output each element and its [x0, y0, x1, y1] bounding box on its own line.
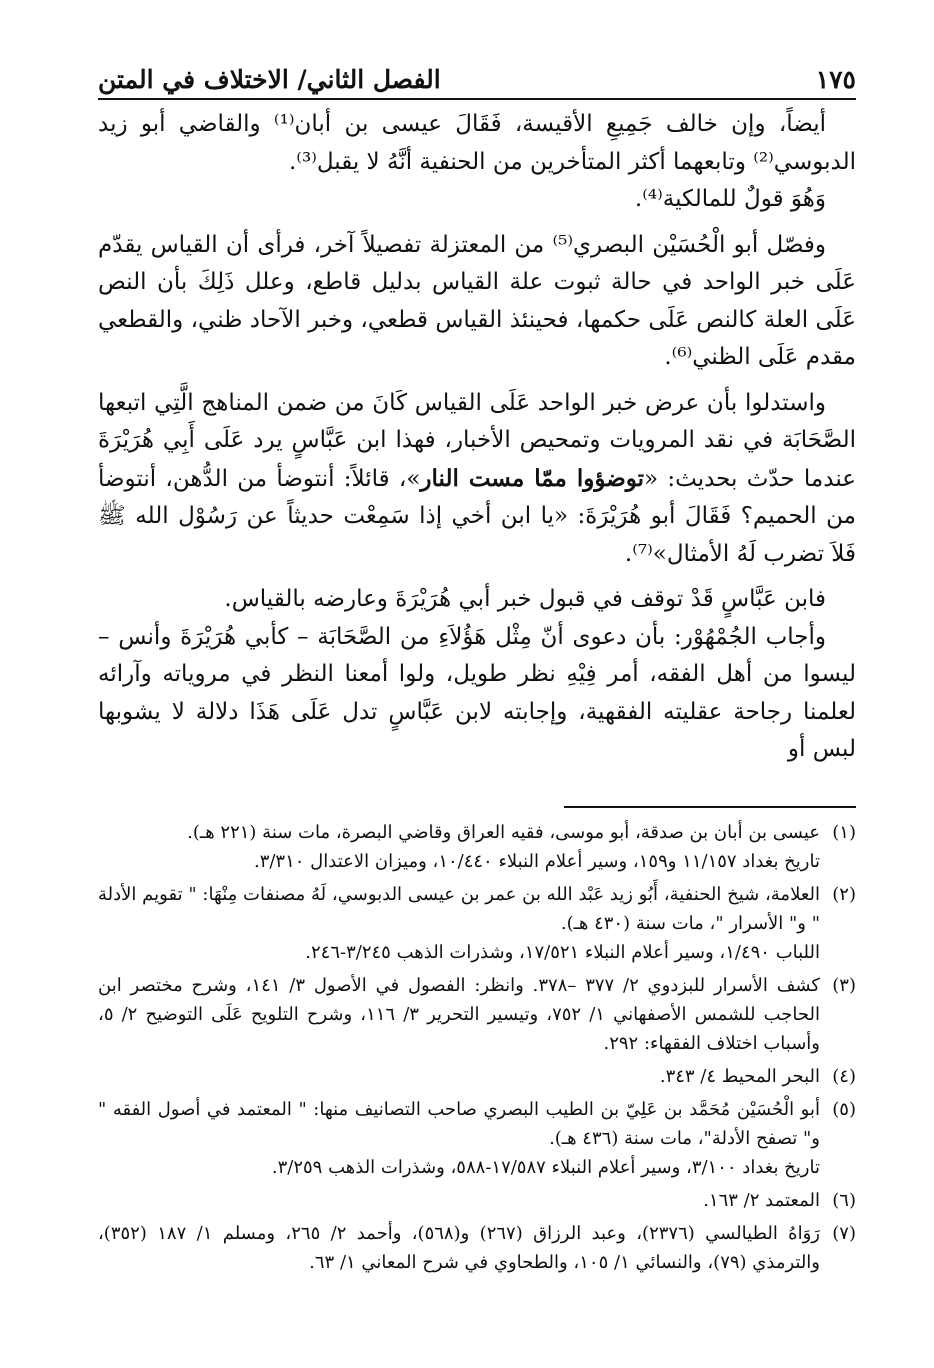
footnote-number: (١): [832, 822, 856, 843]
paragraph: وفصّل أبو الْحُسَيْن البصري⁽⁵⁾ من المعتزلة تفصيلاً آخر، فرأى أن القياس يقدّم عَلَى خبر الواحد في حالة ثبوت علة القياس بدليل قاطع، وعلل ذَلِكَ بأن النص عَلَى العلة كالنص عَلَى حكمها، فحينئذ القياس قطعي، وخبر الآحاد ظني، والقطعي مقدم عَلَى الظني⁽⁶⁾.: [98, 231, 856, 370]
running-header: [98, 58, 856, 100]
footnote-text: عيسى بن أبان بن صدقة، أبو موسى، فقيه العراق وقاضي البصرة، مات سنة (٢٢١ هـ).: [187, 822, 820, 843]
footnote: [98, 880, 856, 967]
paragraph: [98, 385, 856, 574]
footnote-text: العلامة، شيخ الحنفية، أَبُو زيد عَبْد الله بن عمر بن عيسى الدبوسي، لَهُ مصنفات مِنْهَا: " تقويم الأدلة " و" الأسرار "، مات سنة (٤٣٠ هـ).: [98, 884, 820, 934]
footnote-source: اللباب ١/٤٩٠، وسير أعلام النبلاء ١٧/٥٢١، وشذرات الذهب ٣/٢٤٥-٢٤٦.: [305, 942, 820, 963]
footnote-text: أبو الْحُسَيْن مُحَمَّد بن عَلِيّ بن الطيب البصري صاحب التصانيف منها: " المعتمد في أصول الفقه " و" تصفح الأدلة"، مات سنة (٤٣٦ هـ).: [98, 1099, 820, 1149]
footnote: [98, 1095, 856, 1182]
footnote: [98, 1186, 856, 1215]
footnote: [98, 818, 856, 876]
page-number: ١٧٥: [815, 65, 856, 94]
footnote-text: البحر المحيط ٤/ ٣٤٣.: [659, 1066, 820, 1087]
footnote-separator: [564, 806, 856, 808]
hadith-quote: توضؤوا ممّا مست النار: [420, 464, 645, 492]
footnote-text: كشف الأسرار للبزدوي ٢/ ٣٧٧ –٣٧٨. وانظر: الفصول في الأصول ٣/ ١٤١، وشرح مختصر ابن الحاجب للشمس الأصفهاني ١/ ٧٥٢، وتيسير التحرير ٣/ ١١٦، وشرح التلويح عَلَى التوضيح ٢/ ٥، وأسباب اختلاف الفقهاء: ٢٩٢.: [98, 975, 820, 1054]
paragraph: أيضاً، وإن خالف جَمِيعِ الأقيسة، فَقَالَ عيسى بن أبان⁽¹⁾ والقاضي أبو زيد الدبوسي⁽²⁾ وتابعهما أكثر المتأخرين من الحنفية أنَّهُ لا يقبل⁽³⁾.: [98, 111, 856, 175]
chapter-title: الفصل الثاني/ الاختلاف في المتن: [98, 65, 441, 94]
footnote: [98, 1219, 856, 1277]
footnote-source: تاريخ بغداد ٣/١٠٠، وسير أعلام النبلاء ١٧/٥٨٧-٥٨٨، وشذرات الذهب ٣/٢٥٩.: [271, 1157, 820, 1178]
main-text: [98, 106, 856, 769]
footnote-source: تاريخ بغداد ١١/١٥٧ و١٥٩، وسير أعلام النبلاء ١٠/٤٤٠، وميزان الاعتدال ٣/٣١٠.: [253, 851, 820, 872]
footnote: [98, 1062, 856, 1091]
paragraph: وَهُوَ قولٌ للمالكية⁽⁴⁾.: [634, 186, 826, 212]
paragraph: فابن عَبَّاسٍ قَدْ توقف في قبول خبر أبي هُرَيْرَةَ وعارضه بالقياس.: [224, 586, 826, 612]
footnote-text: المعتمد ٢/ ١٦٣.: [703, 1190, 820, 1211]
paragraph-part: »، قائلاً: أنتوضأ من الدُّهن، أنتوضأ من الحميم؟ فَقَالَ أبو هُرَيْرَةَ: «يا ابن أخي إذا سَمِعْت حديثاً عن رَسُوْل الله ﷺ فَلاَ تضرب لَهُ الأمثال»⁽⁷⁾.: [98, 465, 856, 567]
footnotes: [98, 818, 856, 1281]
footnote-number: (٣): [832, 975, 856, 996]
footnote-number: (٦): [832, 1190, 856, 1211]
footnote-number: (٢): [832, 884, 856, 905]
footnote-number: (٥): [832, 1099, 856, 1120]
footnote-text: رَوَاهُ الطيالسي (٢٣٧٦)، وعبد الرزاق (٢٦٧) و(٥٦٨)، وأحمد ٢/ ٢٦٥، ومسلم ١/ ١٨٧ (٣٥٢)، والترمذي (٧٩)، والنسائي ١/ ١٠٥، والطحاوي في شرح المعاني ١/ ٦٣.: [98, 1223, 821, 1273]
paragraph: وأجاب الجُمْهُوْر: بأن دعوى أنّ مِثْل هَؤُلاَءِ من الصَّحَابَة – كأبي هُرَيْرَةَ وأنس – ليسوا من أهل الفقه، أمر فِيْهِ نظر طويل، ولوا أمعنا النظر في مروياته وآرائه لعلمنا رجاحة عقليته الفقهية، وإجابته لابن عَبَّاسٍ تدل عَلَى هَذَا دلالة لا يشوبها لبس أو: [98, 623, 856, 762]
footnote-number: (٧): [832, 1223, 856, 1244]
paragraph-part: واستدلوا بأن عرض خبر الواحد عَلَى القياس كَانَ من ضمن المناهج الَّتِي اتبعها الصَّحَابَة في نقد المرويات وتمحيص الأخبار، فهذا ابن عَبَّاسٍ يرد عَلَى أَبِي هُرَيْرَةَ عندما حدّث بحديث: «: [98, 389, 856, 492]
footnote-number: (٤): [832, 1066, 856, 1087]
footnote: [98, 971, 856, 1058]
